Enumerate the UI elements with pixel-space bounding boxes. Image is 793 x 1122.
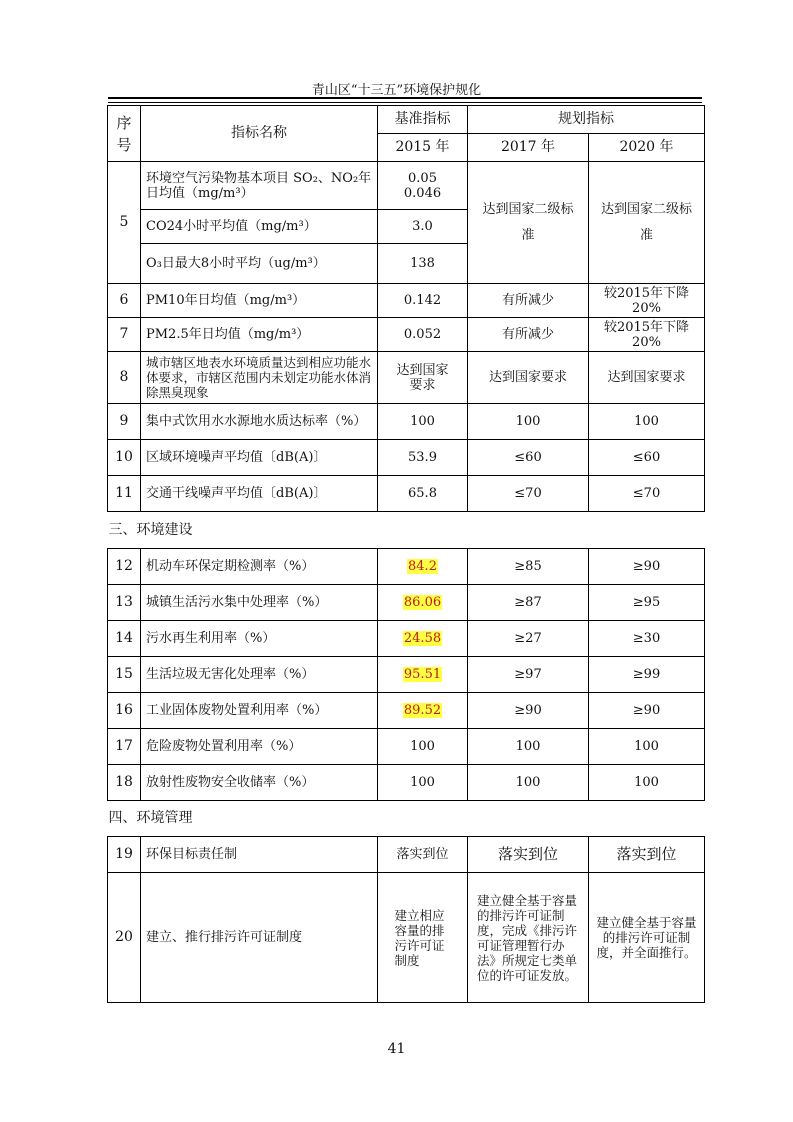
target-2017: 100 <box>468 404 589 440</box>
target-2020: 100 <box>589 729 705 765</box>
indicator-name: 危险废物处置利用率（%） <box>141 729 378 765</box>
target-2020: 建立健全基于容量的排污许可证制度，并全面推行。 <box>589 873 705 1003</box>
table-row <box>108 162 705 210</box>
row-number: 12 <box>108 549 141 585</box>
target-2017: 落实到位 <box>468 837 589 873</box>
section-row <box>108 801 705 837</box>
target-2020: ≥95 <box>589 585 705 621</box>
header-rule-thick <box>108 97 702 99</box>
target-2017: 达到国家二级标准 <box>468 162 589 284</box>
page-header: 青山区“十三五”环境保护规化 <box>311 83 482 98</box>
table-row <box>108 476 705 512</box>
target-2020: ≥30 <box>589 621 705 657</box>
indicator-name: 环保目标责任制 <box>141 837 378 873</box>
indicator-name: 工业固体废物处置利用率（%） <box>141 693 378 729</box>
col-header-seq: 序号 <box>108 106 141 162</box>
table-row <box>108 284 705 318</box>
indicator-name: 交通干线噪声平均值〔dB(A)〕 <box>141 476 378 512</box>
table-row <box>108 352 705 404</box>
target-2017: ≥97 <box>468 657 589 693</box>
target-2020: 达到国家要求 <box>589 352 705 404</box>
target-2020: ≤70 <box>589 476 705 512</box>
table-row <box>108 318 705 352</box>
target-2017: ≥85 <box>468 549 589 585</box>
target-2017: 有所减少 <box>468 318 589 352</box>
target-2017: 有所减少 <box>468 284 589 318</box>
baseline-value: 0.142 <box>378 284 468 318</box>
target-2017: ≤60 <box>468 440 589 476</box>
highlighted-value: 86.06 <box>403 595 442 610</box>
indicator-name: 放射性废物安全收储率（%） <box>141 765 378 801</box>
indicator-name: CO24小时平均值（mg/m³） <box>141 210 378 244</box>
target-2017: 达到国家要求 <box>468 352 589 404</box>
target-2020: ≥90 <box>589 693 705 729</box>
table-row <box>108 440 705 476</box>
baseline-value <box>378 585 468 621</box>
baseline-value: 100 <box>378 729 468 765</box>
col-header-2020: 2020 年 <box>589 134 705 162</box>
col-header-name: 指标名称 <box>141 106 378 162</box>
row-number: 11 <box>108 476 141 512</box>
indicator-name: 生活垃圾无害化处理率（%） <box>141 657 378 693</box>
section-heading-management: 四、环境管理 <box>108 801 705 837</box>
row-number: 5 <box>108 162 141 284</box>
row-number: 17 <box>108 729 141 765</box>
baseline-value: 达到国家要求 <box>378 352 468 404</box>
target-2020: ≥90 <box>589 549 705 585</box>
baseline-value: 138 <box>378 244 468 284</box>
highlighted-value: 89.52 <box>403 703 442 718</box>
target-2020: 100 <box>589 765 705 801</box>
indicator-name: 建立、推行排污许可证制度 <box>141 873 378 1003</box>
indicator-name: O₃日最大8小时平均（ug/m³） <box>141 244 378 284</box>
baseline-value: 100 <box>378 765 468 801</box>
indicator-name: 区域环境噪声平均值〔dB(A)〕 <box>141 440 378 476</box>
row-number: 7 <box>108 318 141 352</box>
baseline-value <box>378 693 468 729</box>
highlighted-value: 24.58 <box>403 631 442 646</box>
baseline-value <box>378 621 468 657</box>
baseline-value <box>378 657 468 693</box>
header-rule-thin <box>108 102 702 103</box>
col-header-planning: 规划指标 <box>468 106 705 134</box>
target-2017: ≥27 <box>468 621 589 657</box>
page-number: 41 <box>387 1041 406 1057</box>
baseline-value: 建立相应容量的排污许可证制度 <box>378 873 468 1003</box>
row-number: 8 <box>108 352 141 404</box>
section-row <box>108 512 705 549</box>
table-row <box>108 873 705 1003</box>
col-header-2017: 2017 年 <box>468 134 589 162</box>
environment-indicator-table <box>107 105 705 1003</box>
section-heading-construction: 三、环境建设 <box>108 512 705 549</box>
indicator-name: 集中式饮用水水源地水质达标率（%） <box>141 404 378 440</box>
row-number: 20 <box>108 873 141 1003</box>
baseline-value <box>378 549 468 585</box>
baseline-value: 65.8 <box>378 476 468 512</box>
target-2017: 100 <box>468 765 589 801</box>
row-number: 13 <box>108 585 141 621</box>
target-2020: ≥99 <box>589 657 705 693</box>
indicator-name: 机动车环保定期检测率（%） <box>141 549 378 585</box>
table-row <box>108 729 705 765</box>
target-2017: 建立健全基于容量的排污许可证制度，完成《排污许可证管理暂行办法》所规定七类单位的许可证发放。 <box>468 873 589 1003</box>
target-2017: ≥87 <box>468 585 589 621</box>
table-row <box>108 765 705 801</box>
table-row <box>108 549 705 585</box>
target-2017: 100 <box>468 729 589 765</box>
target-2020: 100 <box>589 404 705 440</box>
highlighted-value: 84.2 <box>408 559 437 574</box>
table-row <box>108 585 705 621</box>
baseline-value: 100 <box>378 404 468 440</box>
indicator-name: 城镇生活污水集中处理率（%） <box>141 585 378 621</box>
col-header-2015: 2015 年 <box>378 134 468 162</box>
row-number: 15 <box>108 657 141 693</box>
row-number: 19 <box>108 837 141 873</box>
indicator-name: 城市辖区地表水环境质量达到相应功能水体要求，市辖区范围内未划定功能水体消除黑臭现象 <box>141 352 378 404</box>
row-number: 18 <box>108 765 141 801</box>
row-number: 9 <box>108 404 141 440</box>
row-number: 14 <box>108 621 141 657</box>
baseline-value: 53.9 <box>378 440 468 476</box>
row-number: 16 <box>108 693 141 729</box>
row-number: 10 <box>108 440 141 476</box>
target-2020: 落实到位 <box>589 837 705 873</box>
target-2020: 较2015年下降20% <box>589 284 705 318</box>
indicator-name: 污水再生利用率（%） <box>141 621 378 657</box>
target-2017: ≤70 <box>468 476 589 512</box>
baseline-value: 0.052 <box>378 318 468 352</box>
baseline-value: 落实到位 <box>378 837 468 873</box>
target-2020: 达到国家二级标准 <box>589 162 705 284</box>
table-row <box>108 837 705 873</box>
target-2017: ≥90 <box>468 693 589 729</box>
target-2020: ≤60 <box>589 440 705 476</box>
baseline-value: 3.0 <box>378 210 468 244</box>
indicator-name: 环境空气污染物基本项目 SO₂、NO₂年日均值（mg/m³） <box>141 162 378 210</box>
table-row <box>108 693 705 729</box>
row-number: 6 <box>108 284 141 318</box>
target-2020: 较2015年下降20% <box>589 318 705 352</box>
highlighted-value: 95.51 <box>403 667 442 682</box>
indicator-name: PM2.5年日均值（mg/m³） <box>141 318 378 352</box>
col-header-baseline: 基准指标 <box>378 106 468 134</box>
baseline-value: 0.05 0.046 <box>378 162 468 210</box>
table-row <box>108 657 705 693</box>
table-row <box>108 621 705 657</box>
table-row <box>108 404 705 440</box>
indicator-name: PM10年日均值（mg/m³） <box>141 284 378 318</box>
